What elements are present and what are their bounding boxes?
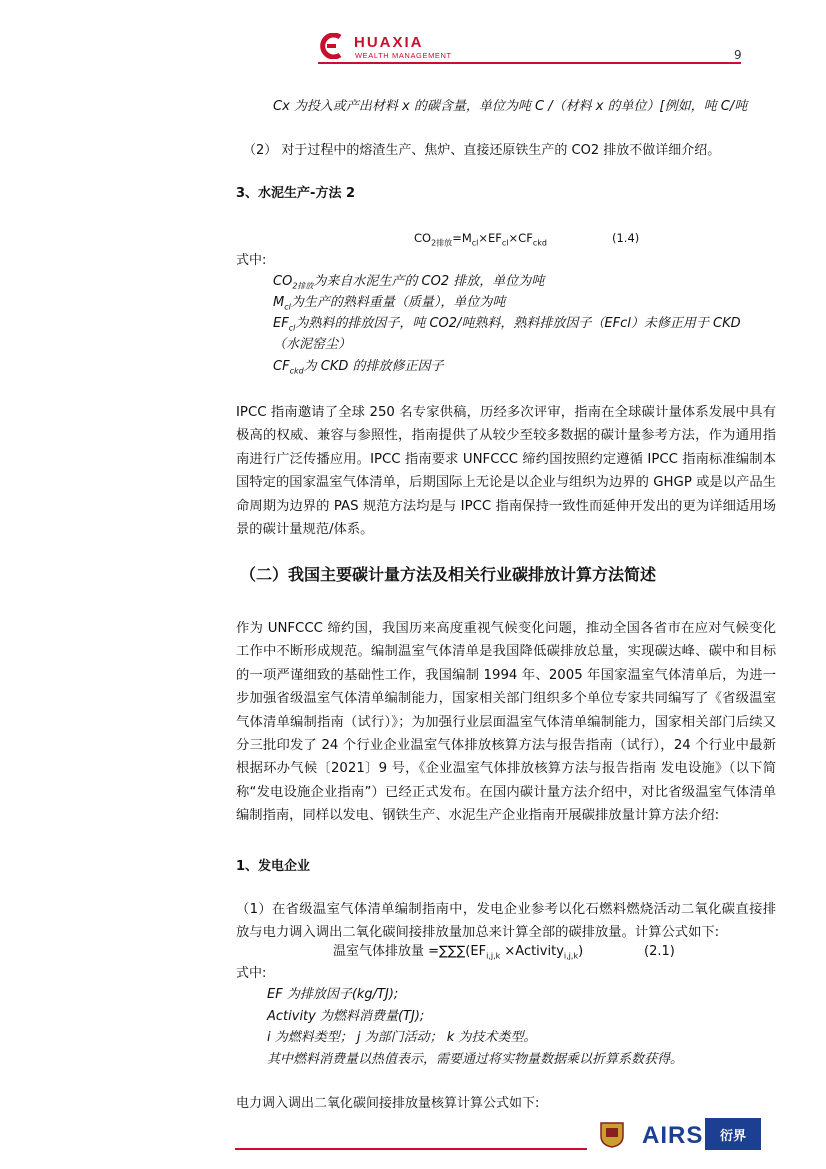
formula-eq: =M [452, 231, 472, 245]
var-mcl-b: cl [284, 302, 291, 312]
var-co2-d: 为来自水泥生产的 CO2 排放，单位为吨 [313, 274, 545, 289]
yanjie-logo [705, 1118, 761, 1150]
power-paragraph: （1）在省级温室气体清单编制指南中，发电企业参考以化石燃料燃烧活动二氧化碳直接排放与电力调入调出二氧化碳间接排放量加总来计算全部的碳排放量。计算公式如下: [236, 902, 776, 941]
var-efcl-c: 为熟料的排放因子，吨 CO2/吨熟料，熟料排放因子（EFcl）未修正用于 CKD [295, 316, 741, 331]
var-cf-b: ckd [289, 366, 304, 376]
brand-subtitle: WEALTH MANAGEMENT [355, 51, 452, 60]
cx-definition: Cx 为投入或产出材料 x 的碳含量，单位为吨 C /（材料 x 的单位）[例如，吨 C/吨 [273, 99, 748, 114]
var-mcl-c: 为生产的熟料重量（质量），单位为吨 [290, 295, 506, 310]
power-var-indices: i 为燃料类型； j 为部门活动； k 为技术类型。 [267, 1030, 537, 1045]
var-cf-c: 为 CKD 的排放修正因子 [303, 359, 444, 374]
university-seal-icon [598, 1120, 626, 1148]
airs-logo [636, 1118, 704, 1152]
cement-where: 式中: [236, 253, 267, 268]
formula-1-4 [414, 228, 547, 253]
var-cf-a: CF [273, 359, 290, 374]
formula2-mid: ×Activity [500, 944, 564, 959]
power-heading: 1、发电企业 [236, 859, 311, 874]
formula-ef: ×EF [478, 231, 502, 245]
var-mcl-a: M [273, 295, 285, 310]
cement-var-efcl-cont: （水泥窑尘） [273, 337, 352, 352]
yanjie-logo-text: 衍界 [719, 1129, 746, 1144]
formula-cf: ×CF [508, 231, 533, 245]
power-var-ef: EF 为排放因子(kg/TJ); [267, 987, 399, 1002]
footer-divider [235, 1148, 587, 1150]
power-var-note: 其中燃料消费量以热值表示，需要通过将实物量数据乘以折算系数获得。 [267, 1052, 684, 1067]
var-co2-b: 2 [292, 281, 298, 291]
power-where: 式中: [236, 966, 267, 981]
formula-2-1 [333, 941, 583, 967]
section-title: （二）我国主要碳计量方法及相关行业碳排放计算方法简述 [240, 565, 657, 584]
brand-name: HUAXIA [354, 34, 424, 51]
huaxia-logo-icon [318, 33, 348, 59]
cement-var-cfckd [273, 356, 444, 382]
formula2-sub1: i,j,k [486, 951, 501, 961]
formula-2-1-number: (2.1) [644, 944, 675, 959]
var-efcl-b: cl [288, 323, 296, 333]
formula-1-4-number: (1.4) [612, 231, 640, 245]
formula-pf-sub: 排放 [436, 238, 453, 248]
formula2-end: ) [578, 944, 584, 959]
var-efcl-a: EF [273, 316, 289, 331]
formula-cl-sub-1: cl [471, 238, 479, 248]
ipcc-paragraph: IPCC 指南邀请了全球 250 名专家供稿，历经多次评审，指南在全球碳计量体系发展中具有极高的权威、兼容与参照性，指南提供了从较少至较多数据的碳计量参考方法，作为通用指南进行广泛传播应用。IPCC 指南要求 UNFCCC 缔约国按照约定遵循 IPCC 指南标准编制本国特定的国家温室气体清单，后期国际上无论是以企业与组织为边界的 GHGP 或是以产品生命周期为边界的 PAS 规范方法均是与 IPCC 指南保持一致性而延伸开发出的更为详细适用场景的碳计量规范/体系。 [236, 405, 776, 538]
var-co2-a: CO [273, 274, 293, 289]
note-2: （2） 对于过程中的熔渣生产、焦炉、直接还原铁生产的 CO2 排放不做详细介绍。 [243, 143, 721, 158]
cement-heading: 3、水泥生产-方法 2 [236, 186, 356, 201]
power-var-activity: Activity 为燃料消费量(TJ); [267, 1009, 425, 1024]
formula-co2-sub: 2 [431, 238, 437, 248]
formula-co2: CO [414, 231, 432, 245]
formula-cl-sub-2: cl [501, 238, 509, 248]
formula2-lhs: 温室气体排放量 =∑∑∑(EF [333, 944, 487, 959]
airs-logo-text: AIRS [642, 1122, 704, 1149]
huaxia-logo [318, 33, 468, 63]
header-divider [318, 62, 741, 64]
formula-ckd-sub: ckd [532, 238, 547, 248]
china-paragraph: 作为 UNFCCC 缔约国，我国历来高度重视气候变化问题，推动全国各省市在应对气候变化工作中不断形成规范。编制温室气体清单是我国降低碳排放总量，实现碳达峰、碳中和目标的一项严谨细致的基础性工作，我国编制 1994 年、2005 年国家温室气体清单后，为进一步加强省级温室气体清单编制能力，国家相关部门组织多个单位专家共同编写了《省级温室气体清单编制指南（试行）》；为加强行业层面温室气体清单编制能力，国家相关部门后续又分三批印发了 24 个行业企业温室气体排放核算方法与报告指南（试行），24 个行业中最新根据环办气候〔2021〕9 号，《企业温室气体排放核算方法与报告指南 发电设施》（以下简称“发电设施企业指南”）已经正式发布。在国内碳计量方法介绍中，对比省级温室气体清单编制指南，同样以发电、钢铁生产、水泥生产企业指南开展碳排放量计算方法介绍: [236, 621, 776, 824]
page-number: 9 [734, 48, 742, 62]
power-indirect-line: 电力调入调出二氧化碳间接排放量核算计算公式如下: [236, 1096, 540, 1111]
formula2-sub2: i,j,k [563, 951, 579, 961]
var-co2-c: 排放 [297, 281, 314, 291]
